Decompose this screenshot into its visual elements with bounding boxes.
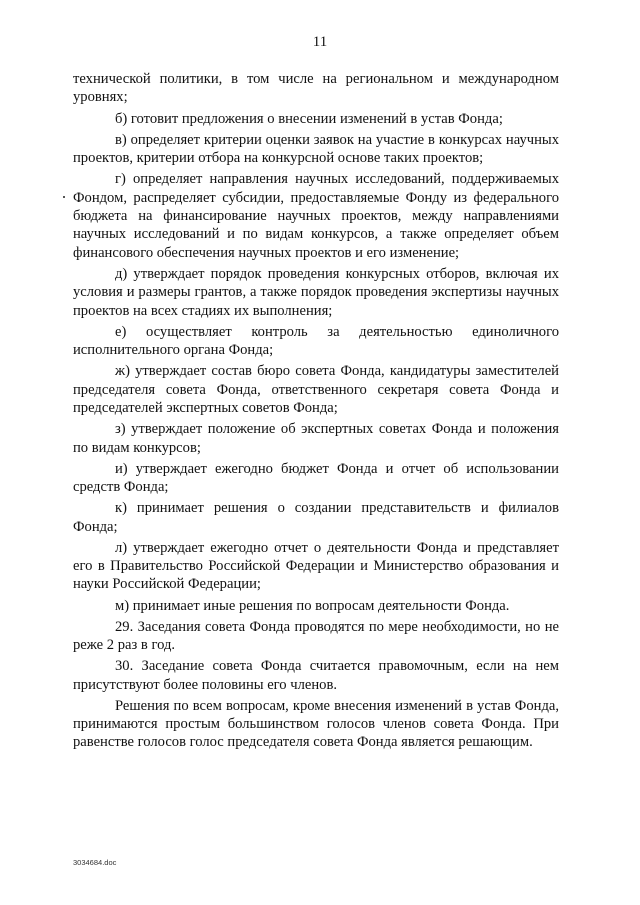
paragraph-clause-30: 30. Заседание совета Фонда считается правомочным, если на нем присутствуют более половины его членов. xyxy=(73,658,559,693)
paragraph-item-d: д) утверждает порядок проведения конкурсных отборов, включая их условия и размеры грантов, а также порядок проведения экспертизы научных проектов на всех стадиях их выполнения; xyxy=(73,265,559,319)
paragraph-item-v: в) определяет критерии оценки заявок на участие в конкурсах научных проектов, критерии отбора на конкурсной основе таких проектов; xyxy=(73,131,559,166)
paragraph-item-m: м) принимает иные решения по вопросам деятельности Фонда. xyxy=(115,597,510,614)
document-body xyxy=(73,70,559,755)
paragraph-item-g: г) определяет направления научных исследований, поддерживаемых Фондом, распределяет субсидии, предоставляемые Фонду из федерального бюджета на финансирование научных проектов, между направлениями научных исследований и по видам конкурсов, а также определяет объем финансового обеспечения научных проектов и его изменение; xyxy=(73,171,559,261)
paragraph-clause-29: 29. Заседания совета Фонда проводятся по мере необходимости, но не реже 2 раз в год. xyxy=(73,618,559,654)
paragraph-item-b: б) готовит предложения о внесении изменений в устав Фонда; xyxy=(115,110,503,127)
paragraph-item-z: з) утверждает положение об экспертных советах Фонда и положения по видам конкурсов; xyxy=(73,421,559,456)
paragraph-item-k: к) принимает решения о создании представительств и филиалов Фонда; xyxy=(73,500,559,535)
paragraph-item-l: л) утверждает ежегодно отчет о деятельности Фонда и представляет его в Правительство Российской Федерации и Министерство образования и науки Российской Федерации; xyxy=(73,539,559,593)
paragraph-item-zh: ж) утверждает состав бюро совета Фонда, кандидатуры заместителей председателя совета Фонда, ответственного секретаря совета Фонда и председателей экспертных советов Фонда; xyxy=(73,363,559,417)
footer-filename: 3034684.doc xyxy=(73,858,117,867)
page-number: 11 xyxy=(312,34,328,50)
margin-dot xyxy=(63,196,65,198)
paragraph-item-i: и) утверждает ежегодно бюджет Фонда и отчет об использовании средств Фонда; xyxy=(73,460,559,496)
paragraph-item-e: е) осуществляет контроль за деятельностью единоличного исполнительного органа Фонда; xyxy=(73,323,559,359)
paragraph-decisions: Решения по всем вопросам, кроме внесения изменений в устав Фонда, принимаются простым большинством голосов членов совета Фонда. При равенстве голосов голос председателя совета Фонда является решающим. xyxy=(73,697,559,751)
paragraph-continuation: технической политики, в том числе на региональном и международном уровнях; xyxy=(73,71,559,106)
